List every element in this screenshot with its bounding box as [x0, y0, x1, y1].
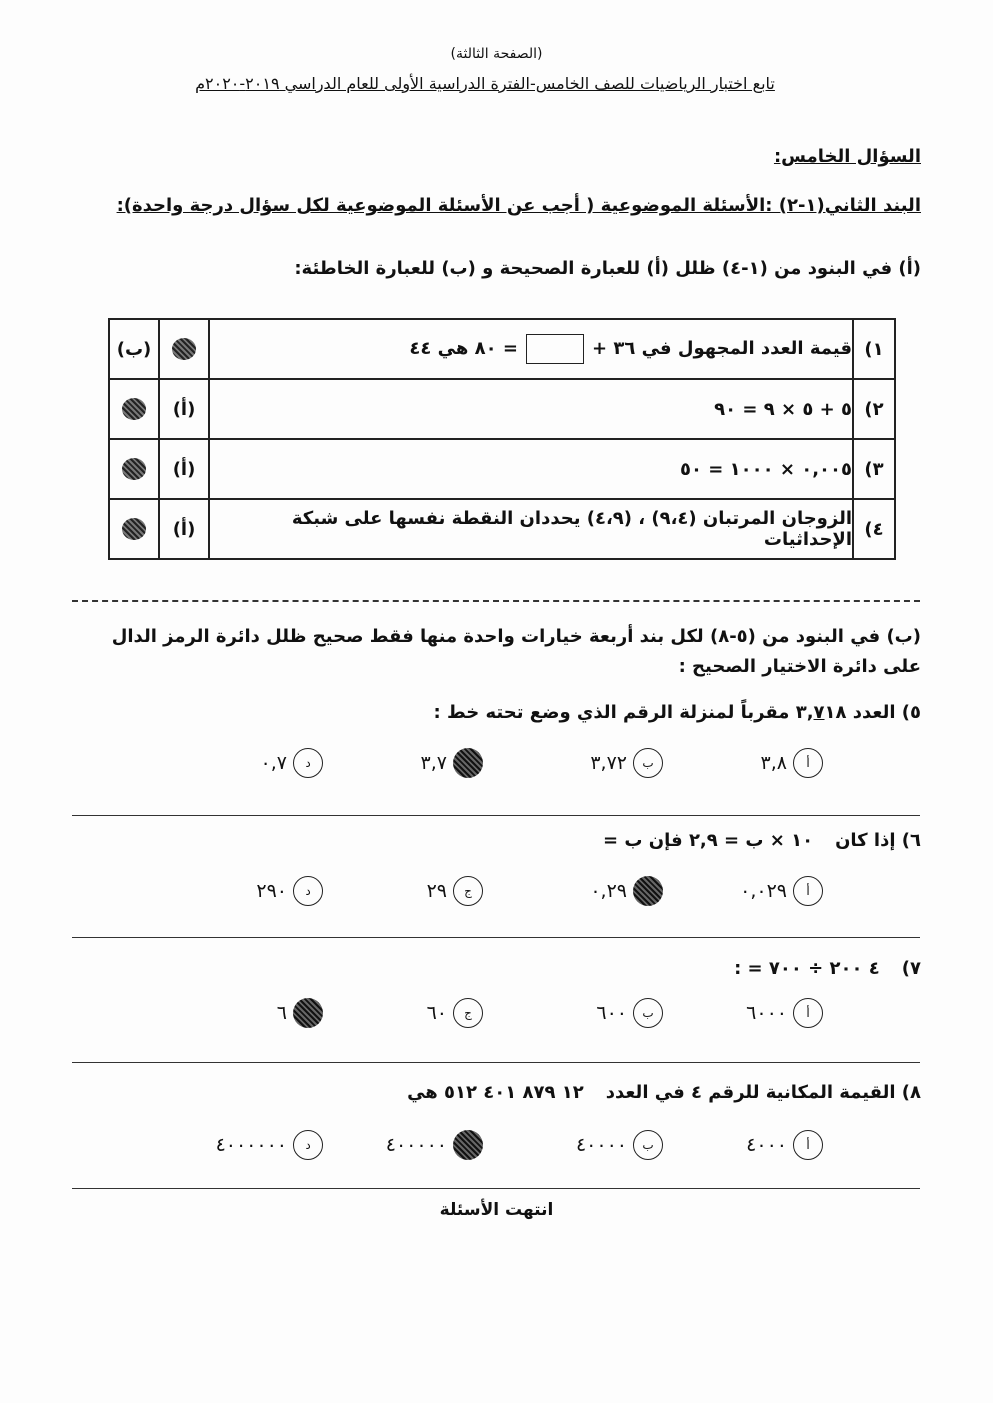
tf-number: ٤)	[853, 499, 895, 559]
option-circle-icon[interactable]: ب	[633, 998, 663, 1028]
option-value: ٠,٠٢٩	[740, 880, 787, 902]
statement-text: الزوجان المرتبان (٩،٤) ، (٤،٩) يحددان النقطة نفسها على شبكة الإحداثيات	[291, 508, 852, 550]
filled-circle-icon[interactable]	[633, 876, 663, 906]
option-value: ٣,٧٢	[590, 752, 627, 774]
option-a[interactable]	[159, 499, 209, 559]
mcq-option[interactable]	[746, 1130, 823, 1160]
option-circle-icon[interactable]: ج	[453, 876, 483, 906]
shaded-mark-icon	[122, 458, 146, 480]
option-value: ٦٠٠٠	[746, 1002, 787, 1024]
question-text: ٨) القيمة المكانية للرقم ٤ في العدد	[605, 1082, 921, 1103]
page-label: (الصفحة الثالثة)	[450, 46, 543, 62]
filled-circle-icon[interactable]	[453, 748, 483, 778]
option-value: ٤٠٠٠٠٠	[385, 1134, 447, 1156]
underlined-digit: ٧	[813, 702, 825, 723]
statement-text-after: = ٨٠ هي ٤٤	[409, 338, 518, 359]
option-circle-icon[interactable]: ج	[453, 998, 483, 1028]
option-b[interactable]	[109, 499, 159, 559]
option-value: ٤٠٠٠	[746, 1134, 787, 1156]
mcq-option[interactable]	[261, 748, 323, 778]
option-value: ٦	[276, 1002, 287, 1024]
option-b[interactable]	[109, 379, 159, 439]
question-divider	[72, 937, 920, 938]
option-value: ٠,٧	[260, 752, 287, 774]
part-a-instructions: (أ) في البنود من (١-٤) ظلل (أ) للعبارة الصحيحة و (ب) للعبارة الخاطئة:	[294, 258, 921, 279]
question-divider	[72, 815, 920, 816]
dashed-divider	[72, 600, 920, 602]
option-value: ٦٠	[426, 1002, 447, 1024]
mcq-option[interactable]	[576, 1130, 663, 1160]
option-circle-icon[interactable]: د	[293, 1130, 323, 1160]
option-circle-icon[interactable]: أ	[793, 998, 823, 1028]
option-value: ٤٠٠٠٠٠٠	[215, 1134, 287, 1156]
part-b-instructions: (ب) في البنود من (٥-٨) لكل بند أربعة خيارات واحدة منها فقط صحيح ظلل دائرة الرمز الدال على دائرة الاختيار الصحيح :	[111, 626, 921, 677]
mcq-option[interactable]	[596, 998, 663, 1028]
mcq-question	[407, 1082, 921, 1103]
question-text-after: ١٠ × ب = ٢,٩ فإن ب =	[603, 830, 814, 851]
option-value: ٢٩	[426, 880, 447, 902]
mcq-option[interactable]	[761, 748, 823, 778]
band-title: البند الثاني(١-٢) :الأسئلة الموضوعية ( أجب عن الأسئلة الموضوعية لكل سؤال درجة واحدة):	[116, 195, 921, 216]
mcq-question	[734, 958, 921, 979]
option-value: ٦٠٠	[596, 1002, 627, 1024]
option-a[interactable]	[159, 379, 209, 439]
option-a[interactable]	[159, 439, 209, 499]
option-circle-icon[interactable]: ب	[633, 1130, 663, 1160]
mcq-option[interactable]	[256, 876, 323, 906]
mcq-option[interactable]	[590, 748, 663, 778]
question-text: ٧)	[901, 958, 921, 979]
option-value: ٣,٧	[420, 752, 447, 774]
tf-number: ٢)	[853, 379, 895, 439]
option-circle-icon[interactable]: د	[293, 876, 323, 906]
tf-statement	[209, 379, 853, 439]
mcq-option[interactable]	[427, 998, 483, 1028]
mcq-option[interactable]	[386, 1130, 483, 1160]
option-circle-icon[interactable]: ب	[633, 748, 663, 778]
option-value: ٤٠٠٠٠	[575, 1134, 627, 1156]
filled-circle-icon[interactable]	[293, 998, 323, 1028]
question-text-after: ١٢ ٨٧٩ ٤٠١ ٥١٢ هي	[407, 1082, 584, 1103]
question-text-after: ١٨ مقرباً لمنزلة الرقم الذي وضع تحته خط :	[433, 702, 847, 723]
mcq-option[interactable]	[590, 876, 663, 906]
mcq-option[interactable]	[427, 876, 483, 906]
shaded-mark-icon	[172, 338, 196, 360]
mcq-question	[434, 702, 921, 723]
option-circle-icon[interactable]: أ	[793, 748, 823, 778]
question-divider	[72, 1062, 920, 1063]
filled-circle-icon[interactable]	[453, 1130, 483, 1160]
question-text-after: ٤ ٢٠٠ ÷ ٧٠٠ = :	[734, 958, 880, 979]
option-circle-icon[interactable]: أ	[793, 1130, 823, 1160]
tf-number: ١)	[853, 319, 895, 379]
shaded-mark-icon	[122, 398, 146, 420]
mcq-option[interactable]	[277, 998, 323, 1028]
option-b[interactable]	[109, 439, 159, 499]
tf-number: ٣)	[853, 439, 895, 499]
option-value: ٣,٨	[760, 752, 787, 774]
option-label: (أ)	[172, 518, 196, 540]
tf-statement	[209, 499, 853, 559]
tf-row	[109, 439, 895, 499]
shaded-mark-icon	[122, 518, 146, 540]
option-value: ٠,٢٩	[590, 880, 627, 902]
end-text: انتهت الأسئلة	[439, 1200, 554, 1220]
tf-row	[109, 379, 895, 439]
statement-text: ٥ + ٥ × ٩ = ٩٠	[714, 398, 852, 420]
true-false-table	[108, 318, 896, 560]
statement-text: قيمة العدد المجهول في ٣٦ +	[591, 338, 852, 359]
question-title: السؤال الخامس:	[773, 146, 921, 167]
tf-statement	[209, 439, 853, 499]
question-divider	[72, 1188, 920, 1189]
unknown-box	[526, 334, 584, 364]
mcq-option[interactable]	[216, 1130, 323, 1160]
mcq-option[interactable]	[740, 876, 823, 906]
question-text: ٥) العدد ٣,	[795, 702, 921, 723]
mcq-option[interactable]	[746, 998, 823, 1028]
tf-row	[109, 499, 895, 559]
option-label: (ب)	[116, 338, 152, 360]
tf-statement	[209, 319, 853, 379]
tf-row	[109, 319, 895, 379]
option-circle-icon[interactable]: د	[293, 748, 323, 778]
mcq-option[interactable]	[421, 748, 483, 778]
option-a[interactable]	[159, 319, 209, 379]
statement-text: ٠,٠٠٥ × ١٠٠٠ = ٥٠	[680, 458, 852, 480]
option-b[interactable]	[109, 319, 159, 379]
option-label: (أ)	[172, 398, 196, 420]
option-label: (أ)	[172, 458, 196, 480]
exam-title: تابع اختبار الرياضيات للصف الخامس-الفترة الدراسية الأولى للعام الدراسي ٢٠١٩-٢٠٢٠م	[195, 74, 775, 93]
option-circle-icon[interactable]: أ	[793, 876, 823, 906]
question-text: ٦) إذا كان	[835, 830, 921, 851]
mcq-question	[603, 830, 921, 851]
option-value: ٢٩٠	[256, 880, 287, 902]
